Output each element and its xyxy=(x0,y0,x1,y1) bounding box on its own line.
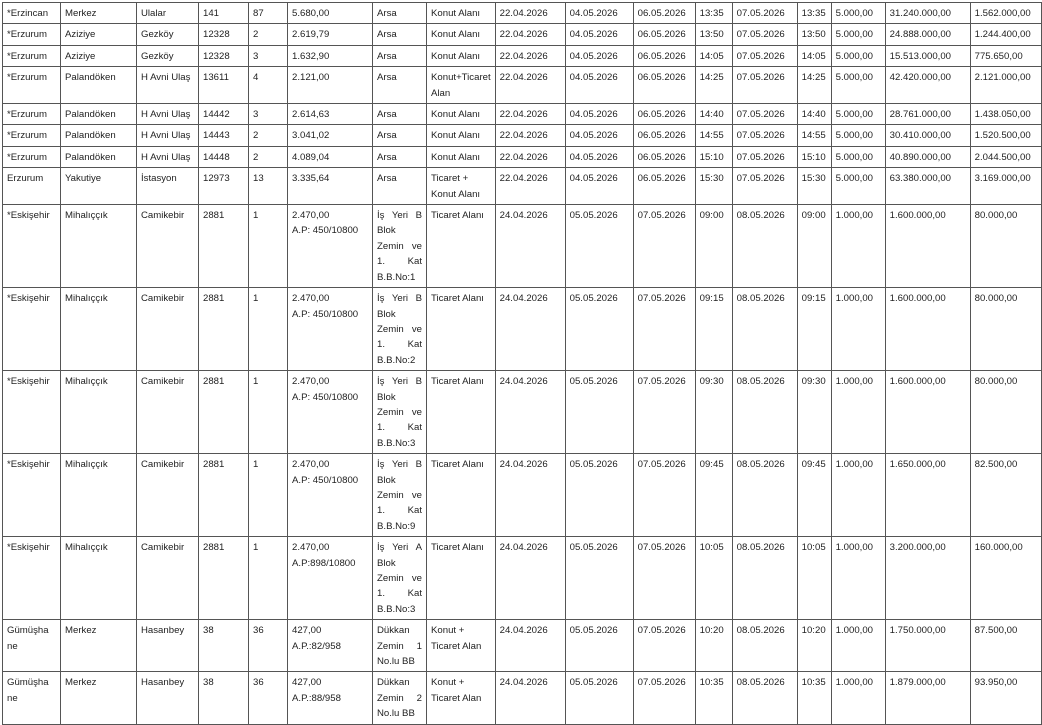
cell-block: 2881 xyxy=(199,205,249,288)
cell-deposit: 1.562.000,00 xyxy=(970,3,1041,24)
cell-neighborhood: Gezköy xyxy=(137,24,199,45)
cell-block: 14442 xyxy=(199,104,249,125)
cell-block: 13611 xyxy=(199,67,249,104)
cell-neighborhood: Hasanbey xyxy=(137,672,199,724)
cell-deposit: 160.000,00 xyxy=(970,537,1041,620)
cell-announcement-date: 24.04.2026 xyxy=(495,288,565,371)
cell-application-date: 04.05.2026 xyxy=(565,3,633,24)
cell-auction-time-2: 14:25 xyxy=(797,67,831,104)
cell-auction-time-2: 09:15 xyxy=(797,288,831,371)
cell-auction-date-2: 07.05.2026 xyxy=(732,146,797,167)
cell-area: 2.619,79 xyxy=(288,24,373,45)
cell-province: *Eskişehir xyxy=(3,205,61,288)
cell-auction-date-2: 08.05.2026 xyxy=(732,672,797,724)
cell-province: Gümüşha ne xyxy=(3,620,61,672)
cell-district: Mihalıççık xyxy=(61,454,137,537)
cell-auction-time-1: 10:20 xyxy=(695,620,732,672)
cell-announcement-date: 24.04.2026 xyxy=(495,537,565,620)
cell-parcel: 3 xyxy=(249,104,288,125)
cell-deposit: 80.000,00 xyxy=(970,205,1041,288)
cell-zoning: Konut + Ticaret Alan xyxy=(427,672,496,724)
cell-district: Palandöken xyxy=(61,125,137,146)
cell-block: 141 xyxy=(199,3,249,24)
cell-estimated-value: 1.600.000,00 xyxy=(885,288,970,371)
cell-province: *Erzurum xyxy=(3,146,61,167)
cell-auction-time-1: 15:30 xyxy=(695,168,732,205)
cell-auction-date-2: 07.05.2026 xyxy=(732,168,797,205)
cell-property-type: Arsa xyxy=(373,146,427,167)
cell-block: 14443 xyxy=(199,125,249,146)
cell-district: Yakutiye xyxy=(61,168,137,205)
cell-auction-time-2: 09:30 xyxy=(797,371,831,454)
cell-announcement-date: 22.04.2026 xyxy=(495,45,565,66)
cell-auction-date-1: 06.05.2026 xyxy=(633,168,695,205)
cell-block: 38 xyxy=(199,620,249,672)
cell-property-type: Arsa xyxy=(373,45,427,66)
cell-district: Merkez xyxy=(61,3,137,24)
cell-fee: 5.000,00 xyxy=(831,3,885,24)
cell-fee: 1.000,00 xyxy=(831,371,885,454)
cell-estimated-value: 1.750.000,00 xyxy=(885,620,970,672)
cell-province: Erzurum xyxy=(3,168,61,205)
cell-auction-date-2: 07.05.2026 xyxy=(732,24,797,45)
cell-auction-time-1: 13:35 xyxy=(695,3,732,24)
cell-zoning: Konut+Ticaret Alan xyxy=(427,67,496,104)
cell-block: 12973 xyxy=(199,168,249,205)
cell-neighborhood: H Avni Ulaş xyxy=(137,104,199,125)
cell-auction-time-1: 14:05 xyxy=(695,45,732,66)
cell-estimated-value: 3.200.000,00 xyxy=(885,537,970,620)
cell-parcel: 36 xyxy=(249,672,288,724)
cell-parcel: 1 xyxy=(249,454,288,537)
cell-zoning: Konut Alanı xyxy=(427,125,496,146)
cell-auction-time-1: 09:45 xyxy=(695,454,732,537)
cell-auction-time-2: 10:05 xyxy=(797,537,831,620)
cell-area: 427,00 A.P.:88/958 xyxy=(288,672,373,724)
cell-deposit: 82.500,00 xyxy=(970,454,1041,537)
cell-parcel: 2 xyxy=(249,146,288,167)
cell-zoning: Konut Alanı xyxy=(427,24,496,45)
table-body xyxy=(3,3,1042,725)
cell-property-type: İş Yeri A Blok Zemin ve 1. Kat B.B.No:3 xyxy=(373,537,427,620)
cell-deposit: 80.000,00 xyxy=(970,288,1041,371)
cell-property-type: Arsa xyxy=(373,125,427,146)
cell-auction-time-2: 15:10 xyxy=(797,146,831,167)
cell-zoning: Konut Alanı xyxy=(427,3,496,24)
cell-announcement-date: 24.04.2026 xyxy=(495,454,565,537)
cell-deposit: 80.000,00 xyxy=(970,371,1041,454)
cell-zoning: Konut + Ticaret Alan xyxy=(427,620,496,672)
cell-province: *Erzurum xyxy=(3,125,61,146)
cell-auction-date-2: 08.05.2026 xyxy=(732,620,797,672)
cell-auction-time-1: 09:30 xyxy=(695,371,732,454)
cell-deposit: 3.169.000,00 xyxy=(970,168,1041,205)
cell-property-type: Arsa xyxy=(373,104,427,125)
cell-auction-date-2: 07.05.2026 xyxy=(732,3,797,24)
cell-area: 427,00 A.P.:82/958 xyxy=(288,620,373,672)
cell-auction-date-2: 07.05.2026 xyxy=(732,67,797,104)
cell-application-date: 04.05.2026 xyxy=(565,104,633,125)
cell-auction-date-2: 08.05.2026 xyxy=(732,454,797,537)
cell-auction-time-1: 10:05 xyxy=(695,537,732,620)
cell-province: *Eskişehir xyxy=(3,371,61,454)
cell-area: 3.335,64 xyxy=(288,168,373,205)
cell-block: 2881 xyxy=(199,288,249,371)
cell-application-date: 05.05.2026 xyxy=(565,620,633,672)
cell-fee: 5.000,00 xyxy=(831,67,885,104)
cell-parcel: 4 xyxy=(249,67,288,104)
cell-announcement-date: 22.04.2026 xyxy=(495,146,565,167)
cell-application-date: 04.05.2026 xyxy=(565,67,633,104)
table-row xyxy=(3,620,1042,672)
table-row xyxy=(3,371,1042,454)
table-row xyxy=(3,104,1042,125)
cell-auction-date-1: 06.05.2026 xyxy=(633,3,695,24)
cell-auction-time-1: 09:15 xyxy=(695,288,732,371)
cell-zoning: Konut Alanı xyxy=(427,45,496,66)
table-row xyxy=(3,67,1042,104)
cell-neighborhood: Ulalar xyxy=(137,3,199,24)
cell-property-type: İş Yeri B Blok Zemin ve 1. Kat B.B.No:2 xyxy=(373,288,427,371)
cell-announcement-date: 24.04.2026 xyxy=(495,371,565,454)
cell-announcement-date: 24.04.2026 xyxy=(495,672,565,724)
cell-block: 2881 xyxy=(199,537,249,620)
cell-neighborhood: Camikebir xyxy=(137,371,199,454)
cell-auction-time-2: 10:35 xyxy=(797,672,831,724)
cell-application-date: 05.05.2026 xyxy=(565,672,633,724)
cell-zoning: Konut Alanı xyxy=(427,104,496,125)
cell-auction-time-1: 10:35 xyxy=(695,672,732,724)
cell-fee: 5.000,00 xyxy=(831,146,885,167)
cell-block: 12328 xyxy=(199,45,249,66)
cell-estimated-value: 31.240.000,00 xyxy=(885,3,970,24)
cell-estimated-value: 1.600.000,00 xyxy=(885,205,970,288)
cell-auction-time-1: 09:00 xyxy=(695,205,732,288)
cell-neighborhood: Gezköy xyxy=(137,45,199,66)
cell-auction-date-1: 06.05.2026 xyxy=(633,146,695,167)
cell-auction-date-2: 07.05.2026 xyxy=(732,104,797,125)
cell-district: Mihalıççık xyxy=(61,205,137,288)
cell-auction-time-2: 14:40 xyxy=(797,104,831,125)
cell-auction-date-1: 07.05.2026 xyxy=(633,672,695,724)
table-row xyxy=(3,146,1042,167)
cell-district: Mihalıççık xyxy=(61,288,137,371)
cell-area: 3.041,02 xyxy=(288,125,373,146)
cell-block: 14448 xyxy=(199,146,249,167)
cell-area: 2.470,00 A.P:898/10800 xyxy=(288,537,373,620)
cell-province: *Erzincan xyxy=(3,3,61,24)
cell-parcel: 36 xyxy=(249,620,288,672)
cell-auction-time-2: 14:55 xyxy=(797,125,831,146)
cell-area: 2.470,00 A.P: 450/10800 xyxy=(288,454,373,537)
cell-district: Palandöken xyxy=(61,67,137,104)
cell-district: Mihalıççık xyxy=(61,371,137,454)
cell-neighborhood: Camikebir xyxy=(137,537,199,620)
cell-block: 12328 xyxy=(199,24,249,45)
cell-application-date: 05.05.2026 xyxy=(565,205,633,288)
cell-auction-time-1: 13:50 xyxy=(695,24,732,45)
cell-deposit: 1.520.500,00 xyxy=(970,125,1041,146)
cell-auction-date-1: 06.05.2026 xyxy=(633,45,695,66)
cell-estimated-value: 1.650.000,00 xyxy=(885,454,970,537)
cell-area: 4.089,04 xyxy=(288,146,373,167)
cell-province: *Erzurum xyxy=(3,104,61,125)
cell-deposit: 1.438.050,00 xyxy=(970,104,1041,125)
cell-estimated-value: 15.513.000,00 xyxy=(885,45,970,66)
cell-fee: 5.000,00 xyxy=(831,104,885,125)
cell-fee: 5.000,00 xyxy=(831,168,885,205)
cell-district: Merkez xyxy=(61,672,137,724)
cell-announcement-date: 22.04.2026 xyxy=(495,125,565,146)
cell-parcel: 1 xyxy=(249,205,288,288)
cell-estimated-value: 42.420.000,00 xyxy=(885,67,970,104)
cell-neighborhood: Hasanbey xyxy=(137,620,199,672)
cell-district: Palandöken xyxy=(61,146,137,167)
table-row xyxy=(3,288,1042,371)
cell-parcel: 2 xyxy=(249,24,288,45)
cell-auction-date-1: 07.05.2026 xyxy=(633,454,695,537)
table-row xyxy=(3,168,1042,205)
cell-district: Aziziye xyxy=(61,45,137,66)
cell-deposit: 2.121.000,00 xyxy=(970,67,1041,104)
cell-property-type: İş Yeri B Blok Zemin ve 1. Kat B.B.No:9 xyxy=(373,454,427,537)
cell-neighborhood: Camikebir xyxy=(137,288,199,371)
cell-zoning: Ticaret Alanı xyxy=(427,371,496,454)
cell-zoning: Ticaret Alanı xyxy=(427,288,496,371)
cell-application-date: 04.05.2026 xyxy=(565,45,633,66)
cell-application-date: 05.05.2026 xyxy=(565,537,633,620)
cell-deposit: 87.500,00 xyxy=(970,620,1041,672)
cell-area: 2.470,00 A.P: 450/10800 xyxy=(288,371,373,454)
cell-parcel: 1 xyxy=(249,537,288,620)
cell-fee: 1.000,00 xyxy=(831,205,885,288)
cell-area: 5.680,00 xyxy=(288,3,373,24)
cell-estimated-value: 24.888.000,00 xyxy=(885,24,970,45)
cell-zoning: Ticaret + Konut Alanı xyxy=(427,168,496,205)
cell-zoning: Ticaret Alanı xyxy=(427,537,496,620)
cell-auction-date-2: 08.05.2026 xyxy=(732,205,797,288)
cell-auction-date-1: 06.05.2026 xyxy=(633,104,695,125)
cell-auction-time-1: 14:40 xyxy=(695,104,732,125)
cell-application-date: 04.05.2026 xyxy=(565,146,633,167)
cell-announcement-date: 22.04.2026 xyxy=(495,3,565,24)
cell-auction-time-2: 14:05 xyxy=(797,45,831,66)
cell-fee: 5.000,00 xyxy=(831,125,885,146)
cell-fee: 1.000,00 xyxy=(831,288,885,371)
cell-zoning: Ticaret Alanı xyxy=(427,205,496,288)
cell-neighborhood: H Avni Ulaş xyxy=(137,67,199,104)
cell-fee: 1.000,00 xyxy=(831,537,885,620)
cell-auction-time-2: 15:30 xyxy=(797,168,831,205)
cell-application-date: 05.05.2026 xyxy=(565,288,633,371)
cell-auction-date-2: 08.05.2026 xyxy=(732,371,797,454)
cell-province: *Eskişehir xyxy=(3,454,61,537)
cell-application-date: 05.05.2026 xyxy=(565,371,633,454)
cell-property-type: İş Yeri B Blok Zemin ve 1. Kat B.B.No:3 xyxy=(373,371,427,454)
cell-block: 38 xyxy=(199,672,249,724)
cell-area: 2.470,00 A.P: 450/10800 xyxy=(288,205,373,288)
cell-property-type: Arsa xyxy=(373,67,427,104)
cell-zoning: Konut Alanı xyxy=(427,146,496,167)
cell-neighborhood: H Avni Ulaş xyxy=(137,146,199,167)
cell-auction-time-2: 10:20 xyxy=(797,620,831,672)
cell-fee: 1.000,00 xyxy=(831,620,885,672)
cell-fee: 5.000,00 xyxy=(831,45,885,66)
cell-auction-date-1: 07.05.2026 xyxy=(633,537,695,620)
cell-auction-date-2: 08.05.2026 xyxy=(732,288,797,371)
table-row xyxy=(3,24,1042,45)
cell-application-date: 04.05.2026 xyxy=(565,24,633,45)
cell-auction-date-1: 06.05.2026 xyxy=(633,125,695,146)
auction-listing-table xyxy=(2,2,1042,725)
table-row xyxy=(3,45,1042,66)
cell-auction-date-2: 08.05.2026 xyxy=(732,537,797,620)
cell-neighborhood: H Avni Ulaş xyxy=(137,125,199,146)
cell-auction-date-1: 06.05.2026 xyxy=(633,24,695,45)
cell-auction-date-1: 06.05.2026 xyxy=(633,67,695,104)
cell-parcel: 1 xyxy=(249,371,288,454)
cell-auction-time-2: 09:45 xyxy=(797,454,831,537)
cell-province: Gümüşha ne xyxy=(3,672,61,724)
cell-area: 2.121,00 xyxy=(288,67,373,104)
cell-auction-time-2: 13:50 xyxy=(797,24,831,45)
cell-application-date: 04.05.2026 xyxy=(565,125,633,146)
cell-auction-time-2: 13:35 xyxy=(797,3,831,24)
cell-estimated-value: 30.410.000,00 xyxy=(885,125,970,146)
cell-parcel: 3 xyxy=(249,45,288,66)
cell-auction-date-1: 07.05.2026 xyxy=(633,371,695,454)
cell-district: Aziziye xyxy=(61,24,137,45)
cell-block: 2881 xyxy=(199,454,249,537)
cell-district: Merkez xyxy=(61,620,137,672)
cell-property-type: Arsa xyxy=(373,24,427,45)
cell-auction-date-1: 07.05.2026 xyxy=(633,288,695,371)
cell-announcement-date: 22.04.2026 xyxy=(495,67,565,104)
cell-parcel: 2 xyxy=(249,125,288,146)
cell-auction-date-1: 07.05.2026 xyxy=(633,620,695,672)
cell-area: 2.470,00 A.P: 450/10800 xyxy=(288,288,373,371)
cell-zoning: Ticaret Alanı xyxy=(427,454,496,537)
table-row xyxy=(3,672,1042,724)
cell-parcel: 13 xyxy=(249,168,288,205)
cell-property-type: Arsa xyxy=(373,3,427,24)
cell-province: *Erzurum xyxy=(3,45,61,66)
cell-estimated-value: 40.890.000,00 xyxy=(885,146,970,167)
cell-district: Mihalıççık xyxy=(61,537,137,620)
cell-neighborhood: İstasyon xyxy=(137,168,199,205)
cell-application-date: 05.05.2026 xyxy=(565,454,633,537)
table-row xyxy=(3,537,1042,620)
cell-property-type: Arsa xyxy=(373,168,427,205)
cell-fee: 1.000,00 xyxy=(831,454,885,537)
table-row xyxy=(3,3,1042,24)
cell-neighborhood: Camikebir xyxy=(137,205,199,288)
cell-announcement-date: 22.04.2026 xyxy=(495,168,565,205)
cell-deposit: 775.650,00 xyxy=(970,45,1041,66)
cell-area: 2.614,63 xyxy=(288,104,373,125)
cell-estimated-value: 28.761.000,00 xyxy=(885,104,970,125)
cell-deposit: 2.044.500,00 xyxy=(970,146,1041,167)
table-row xyxy=(3,125,1042,146)
cell-parcel: 87 xyxy=(249,3,288,24)
cell-fee: 1.000,00 xyxy=(831,672,885,724)
cell-auction-time-2: 09:00 xyxy=(797,205,831,288)
cell-estimated-value: 1.600.000,00 xyxy=(885,371,970,454)
cell-auction-time-1: 14:55 xyxy=(695,125,732,146)
cell-province: *Erzurum xyxy=(3,24,61,45)
cell-district: Palandöken xyxy=(61,104,137,125)
cell-block: 2881 xyxy=(199,371,249,454)
cell-announcement-date: 22.04.2026 xyxy=(495,24,565,45)
cell-announcement-date: 24.04.2026 xyxy=(495,620,565,672)
cell-province: *Eskişehir xyxy=(3,288,61,371)
cell-province: *Eskişehir xyxy=(3,537,61,620)
cell-fee: 5.000,00 xyxy=(831,24,885,45)
table-row xyxy=(3,205,1042,288)
cell-announcement-date: 24.04.2026 xyxy=(495,205,565,288)
cell-estimated-value: 63.380.000,00 xyxy=(885,168,970,205)
cell-property-type: İş Yeri B Blok Zemin ve 1. Kat B.B.No:1 xyxy=(373,205,427,288)
table-row xyxy=(3,454,1042,537)
cell-parcel: 1 xyxy=(249,288,288,371)
cell-deposit: 1.244.400,00 xyxy=(970,24,1041,45)
cell-estimated-value: 1.879.000,00 xyxy=(885,672,970,724)
cell-property-type: Dükkan Zemin 1 No.lu BB xyxy=(373,620,427,672)
cell-neighborhood: Camikebir xyxy=(137,454,199,537)
cell-auction-date-2: 07.05.2026 xyxy=(732,45,797,66)
cell-province: *Erzurum xyxy=(3,67,61,104)
cell-auction-date-2: 07.05.2026 xyxy=(732,125,797,146)
cell-deposit: 93.950,00 xyxy=(970,672,1041,724)
cell-application-date: 04.05.2026 xyxy=(565,168,633,205)
cell-auction-date-1: 07.05.2026 xyxy=(633,205,695,288)
cell-auction-time-1: 14:25 xyxy=(695,67,732,104)
cell-auction-time-1: 15:10 xyxy=(695,146,732,167)
cell-announcement-date: 22.04.2026 xyxy=(495,104,565,125)
cell-area: 1.632,90 xyxy=(288,45,373,66)
cell-property-type: Dükkan Zemin 2 No.lu BB xyxy=(373,672,427,724)
